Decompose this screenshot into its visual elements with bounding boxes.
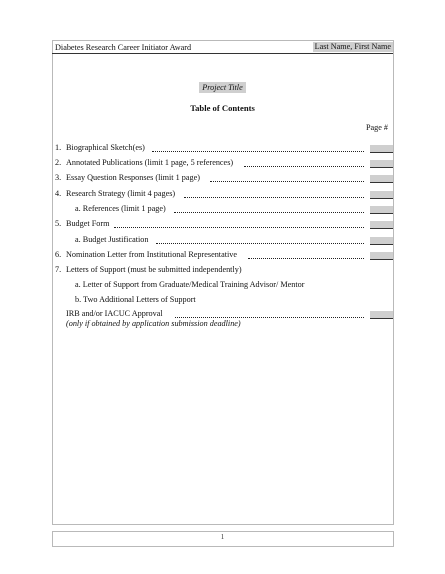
page-number-field[interactable] [370,311,393,319]
page-column-label: Page # [365,123,388,132]
toc-item-budget-justification [55,235,392,247]
page-number-field[interactable] [370,175,393,183]
toc-item-biosketch [55,143,392,155]
toc-item-publications [55,158,392,170]
toc-heading: Table of Contents [190,103,255,113]
dot-leader [174,212,364,213]
item-label: b. Two Additional Letters of Support [75,295,196,304]
award-name: Diabetes Research Career Initiator Award [55,43,192,52]
toc-item-additional-letters [55,295,392,307]
item-label: IRB and/or IACUC Approval [66,309,163,318]
item-number: 6. [55,250,62,259]
toc-item-budget-form [55,219,392,231]
project-title [0,83,445,93]
dot-leader [184,197,364,198]
toc-item-nomination-letter [55,250,392,262]
page-number-field[interactable] [370,221,393,229]
item-label: a. Letter of Support from Graduate/Medical Training Advisor/ Mentor [75,280,305,289]
dot-leader [210,181,364,182]
item-label: Letters of Support (must be submitted independently) [66,265,242,274]
item-number: 7. [55,265,62,274]
item-label: Essay Question Responses (limit 1 page) [66,173,200,182]
footer-page-number: 1 [220,533,225,541]
item-label: Annotated Publications (limit 1 page, 5 references) [66,158,234,167]
toc-item-letters-of-support [55,265,392,277]
item-number: 5. [55,219,62,228]
item-number: 4. [55,189,62,198]
dot-leader [114,227,364,228]
item-number: 2. [55,158,62,167]
footer-rule [52,531,393,532]
page-number-field[interactable] [370,237,393,245]
toc-item-references [55,204,392,216]
page-number-field[interactable] [370,160,393,168]
page-number-field[interactable] [370,145,393,153]
dot-leader [248,258,364,259]
item-label: a. References (limit 1 page) [75,204,166,213]
irb-note: (only if obtained by application submission deadline) [66,319,241,328]
toc-item-research-strategy [55,189,392,201]
applicant-name-field[interactable]: Last Name, First Name [314,42,391,51]
item-number: 1. [55,143,62,152]
toc-item-essay [55,173,392,185]
item-label: a. Budget Justification [75,235,149,244]
dot-leader [244,166,364,167]
item-number: 3. [55,173,62,182]
dot-leader [175,317,364,318]
page-number-field[interactable] [370,191,393,199]
dot-leader [152,151,364,152]
page-number-field[interactable] [370,206,393,214]
item-label: Nomination Letter from Institutional Representative [66,250,237,259]
toc-item-mentor-letter [55,280,392,292]
project-title-field[interactable]: Project Title [199,82,245,93]
dot-leader [156,243,364,244]
item-label: Biographical Sketch(es) [66,143,145,152]
page-number-field[interactable] [370,252,393,260]
item-label: Research Strategy (limit 4 pages) [66,189,176,198]
item-label: Budget Form [66,219,110,228]
header-rule [52,53,393,54]
